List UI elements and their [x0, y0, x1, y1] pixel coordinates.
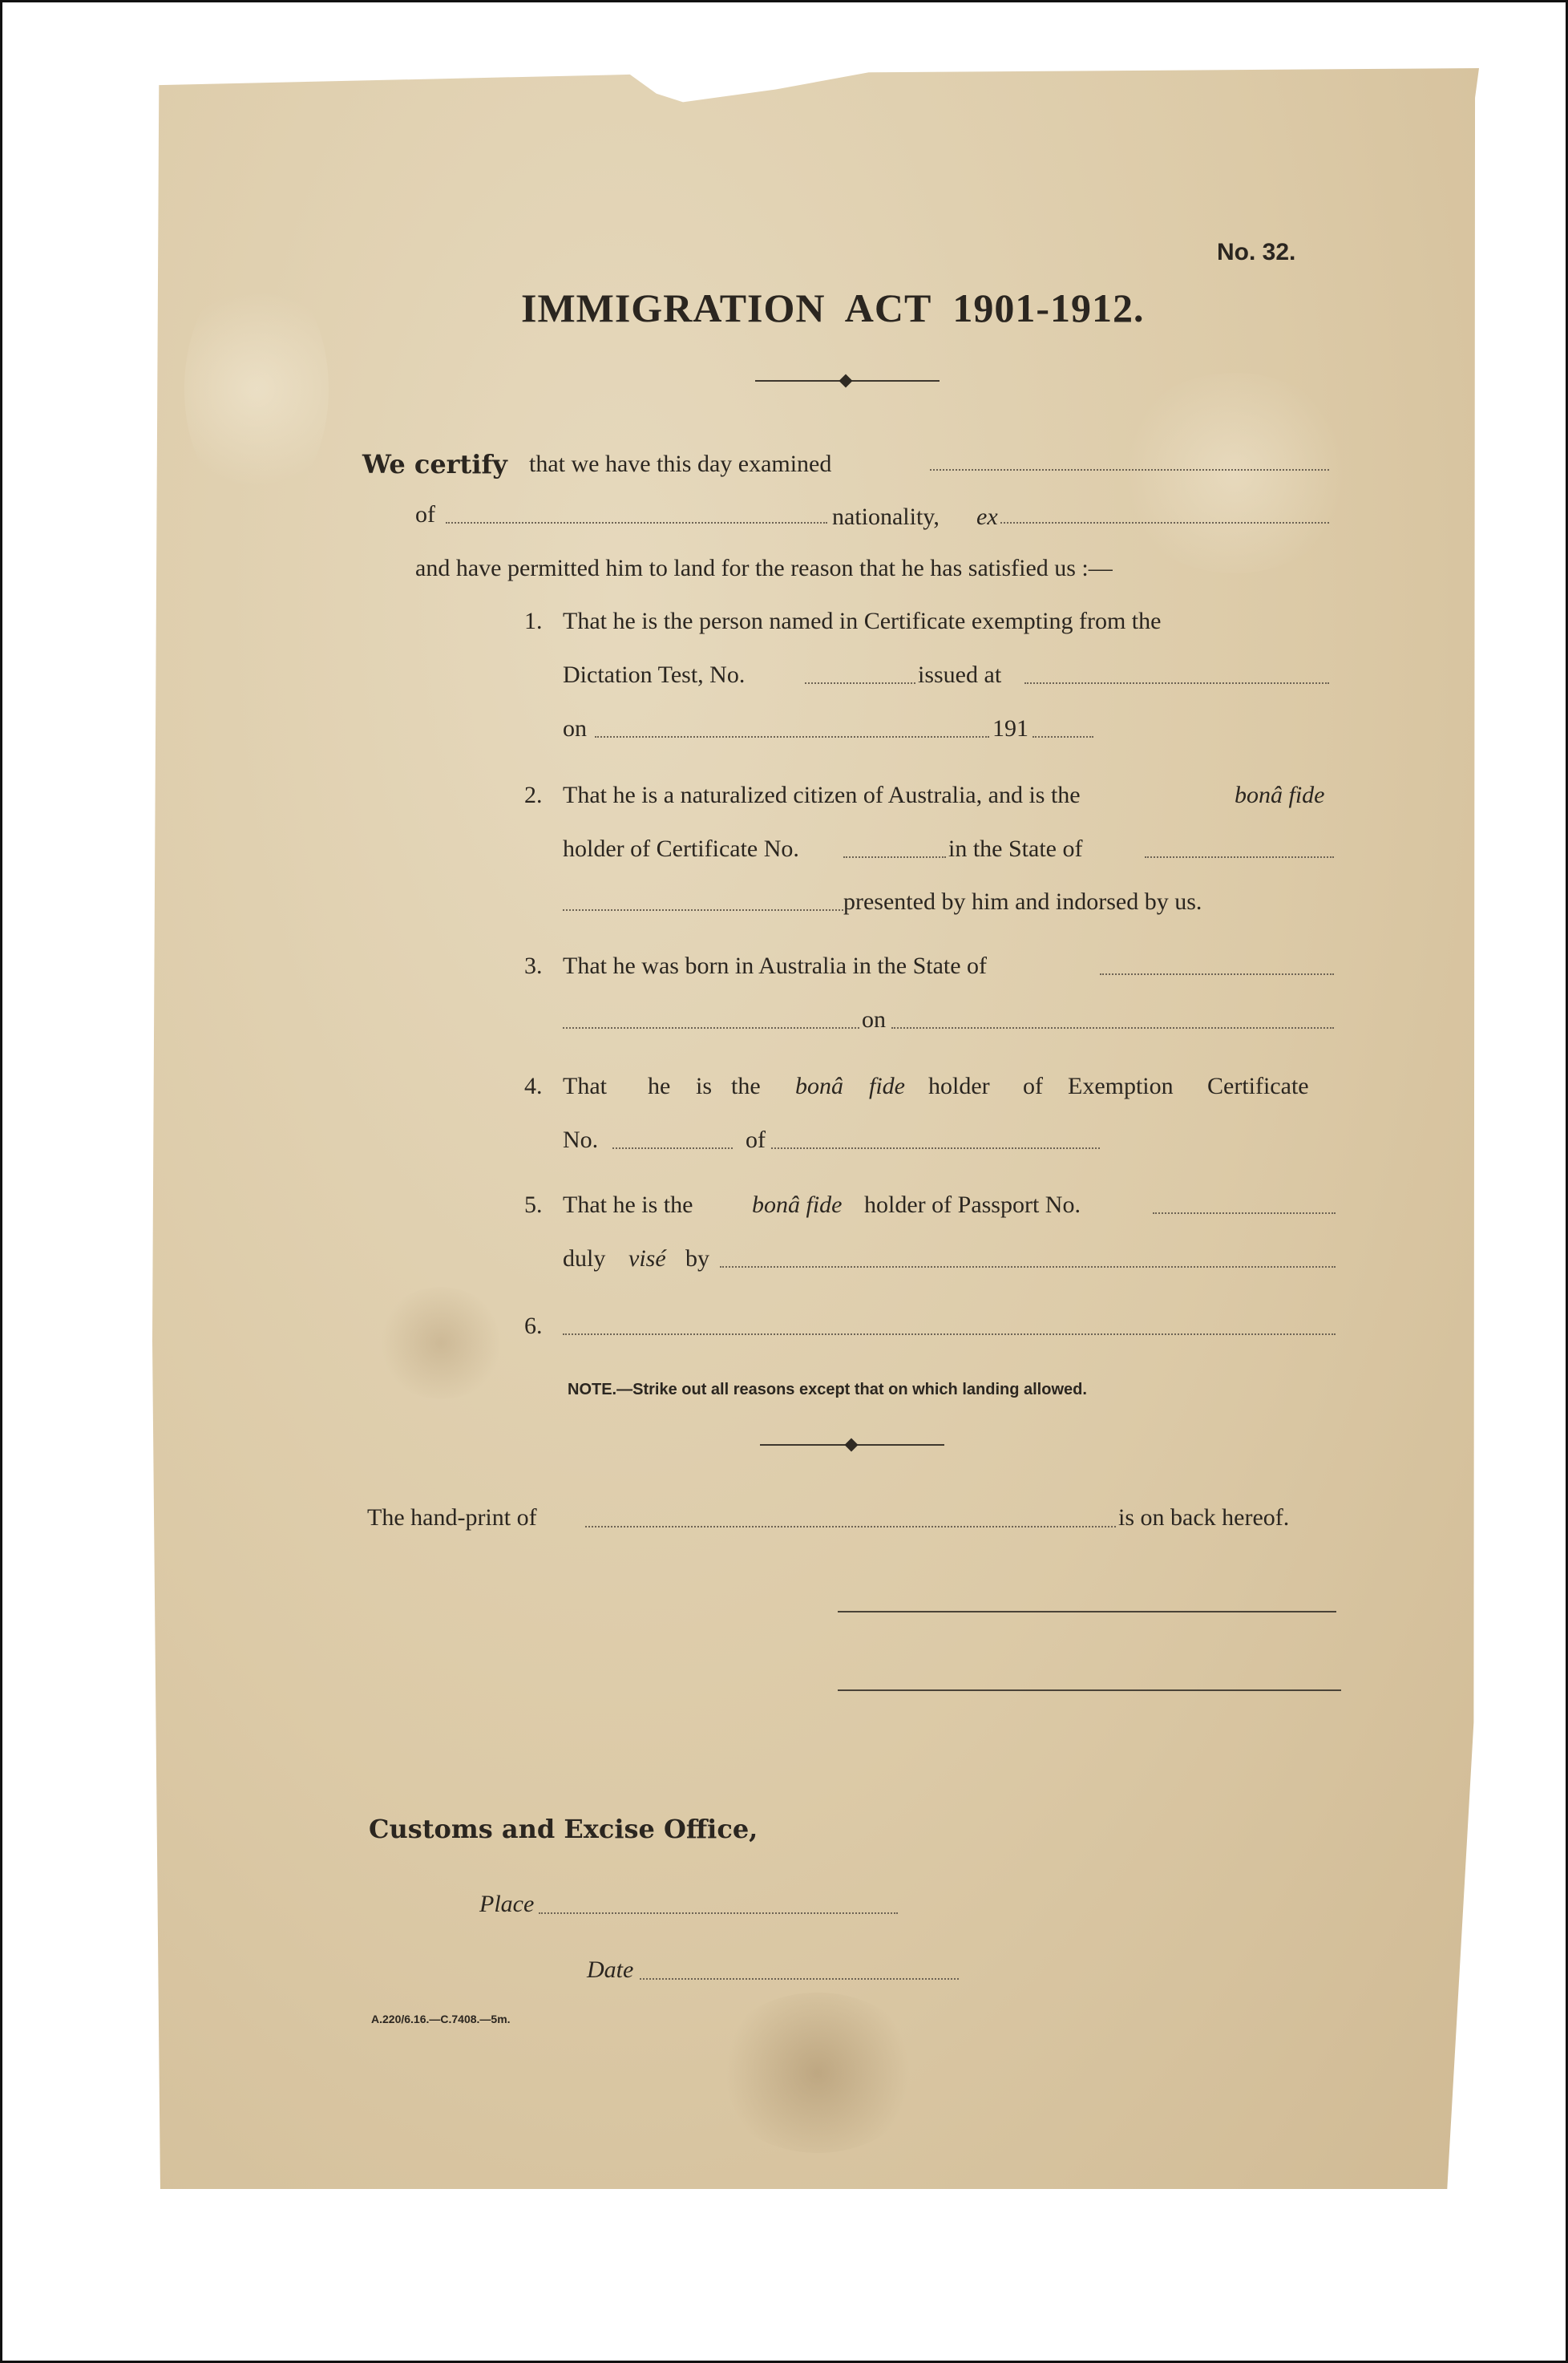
exemption-no-field[interactable]: [612, 1147, 733, 1149]
reason-4-word: the: [731, 1073, 761, 1099]
reason-4-number: 4.: [524, 1073, 543, 1099]
note-text: NOTE.—Strike out all reasons except that on which landing allowed.: [568, 1381, 1087, 1398]
of-label: of: [415, 501, 435, 528]
vise-label: visé: [628, 1245, 666, 1272]
holder-certificate-label: holder of Certificate No.: [563, 836, 799, 862]
signature-line[interactable]: [838, 1611, 1336, 1612]
office-name: Customs and Excise Office,: [369, 1814, 758, 1844]
birth-on-label: on: [862, 1006, 886, 1033]
reason-2-text: That he is a naturalized citizen of Australia, and is the: [563, 782, 1081, 808]
handprint-lead: The hand-print of: [367, 1504, 537, 1531]
stain: [377, 1287, 505, 1399]
form-paper: [152, 68, 1479, 2189]
exemption-of-label: of: [746, 1127, 766, 1153]
state-field[interactable]: [1145, 856, 1334, 858]
examined-name-field[interactable]: [930, 469, 1329, 471]
page-title: IMMIGRATION ACT 1901-1912.: [521, 285, 1145, 330]
bona-fide: bonâ fide: [752, 1192, 843, 1218]
reason-4-word: holder: [928, 1073, 990, 1099]
reason-4-word: of: [1023, 1073, 1043, 1099]
year-label: 191: [992, 715, 1028, 742]
other-reason-field[interactable]: [563, 1333, 1336, 1335]
by-label: by: [685, 1245, 709, 1272]
reason-3-number: 3.: [524, 953, 543, 979]
reason-1-text: That he is the person named in Certificate exempting from the: [563, 608, 1162, 634]
birth-date-field[interactable]: [891, 1027, 1334, 1029]
birth-place-field[interactable]: [563, 1027, 859, 1029]
print-code: A.220/6.16.—C.7408.—5m.: [371, 2013, 511, 2025]
stain: [184, 269, 329, 509]
reason-6-number: 6.: [524, 1313, 543, 1339]
date-label: Date: [587, 1956, 634, 1983]
on-label: on: [563, 715, 587, 742]
issued-at-field[interactable]: [1024, 682, 1329, 684]
of-field[interactable]: [446, 522, 827, 524]
dictation-no-field[interactable]: [805, 682, 915, 684]
place-label: Place: [479, 1891, 535, 1917]
place-field[interactable]: [539, 1912, 898, 1914]
reason-5-text: holder of Passport No.: [864, 1192, 1081, 1218]
ex-label: ex: [976, 504, 998, 530]
reason-4-word: Exemption: [1068, 1073, 1174, 1099]
reason-4-word: bonâ: [795, 1073, 843, 1099]
bona-fide: bonâ fide: [1235, 782, 1325, 808]
signature-line[interactable]: [838, 1689, 1341, 1691]
certify-lead: We certify: [362, 449, 507, 479]
reason-5-number: 5.: [524, 1192, 543, 1218]
duly-label: duly: [563, 1245, 606, 1272]
presented-text: presented by him and indorsed by us.: [843, 888, 1202, 915]
on-date-field[interactable]: [595, 736, 989, 738]
ex-ship-field[interactable]: [1000, 522, 1329, 524]
certify-text: that we have this day examined: [529, 451, 832, 477]
exemption-of-field[interactable]: [771, 1147, 1100, 1149]
reason-2-number: 2.: [524, 782, 543, 808]
issued-at-label: issued at: [918, 662, 1002, 688]
date-field[interactable]: [640, 1978, 959, 1980]
form-number: No. 32.: [1217, 239, 1296, 265]
vise-by-field[interactable]: [720, 1266, 1336, 1268]
passport-no-field[interactable]: [1153, 1212, 1336, 1214]
year-field[interactable]: [1033, 736, 1093, 738]
reason-4-word: he: [648, 1073, 671, 1099]
exemption-no-label: No.: [563, 1127, 599, 1153]
reason-4-word: Certificate: [1207, 1073, 1309, 1099]
handprint-tail: is on back hereof.: [1118, 1504, 1290, 1531]
reason-4-word: That: [563, 1073, 607, 1099]
certificate-no-field[interactable]: [843, 856, 946, 858]
reason-3-text: That he was born in Australia in the State of: [563, 953, 988, 979]
dictation-label: Dictation Test, No.: [563, 662, 746, 688]
birth-state-field[interactable]: [1100, 973, 1334, 975]
stain: [713, 1993, 922, 2153]
permitted-text: and have permitted him to land for the reason that he has satisfied us :—: [415, 555, 1113, 581]
stain: [1114, 373, 1355, 573]
state-of-label: in the State of: [948, 836, 1083, 862]
reason-4-word: is: [696, 1073, 713, 1099]
reason-5-text: That he is the: [563, 1192, 693, 1218]
reason-1-number: 1.: [524, 608, 543, 634]
handprint-name-field[interactable]: [585, 1526, 1116, 1527]
reason-4-word: fide: [869, 1073, 905, 1099]
presented-field[interactable]: [563, 909, 843, 911]
nationality-label: nationality,: [832, 504, 940, 530]
